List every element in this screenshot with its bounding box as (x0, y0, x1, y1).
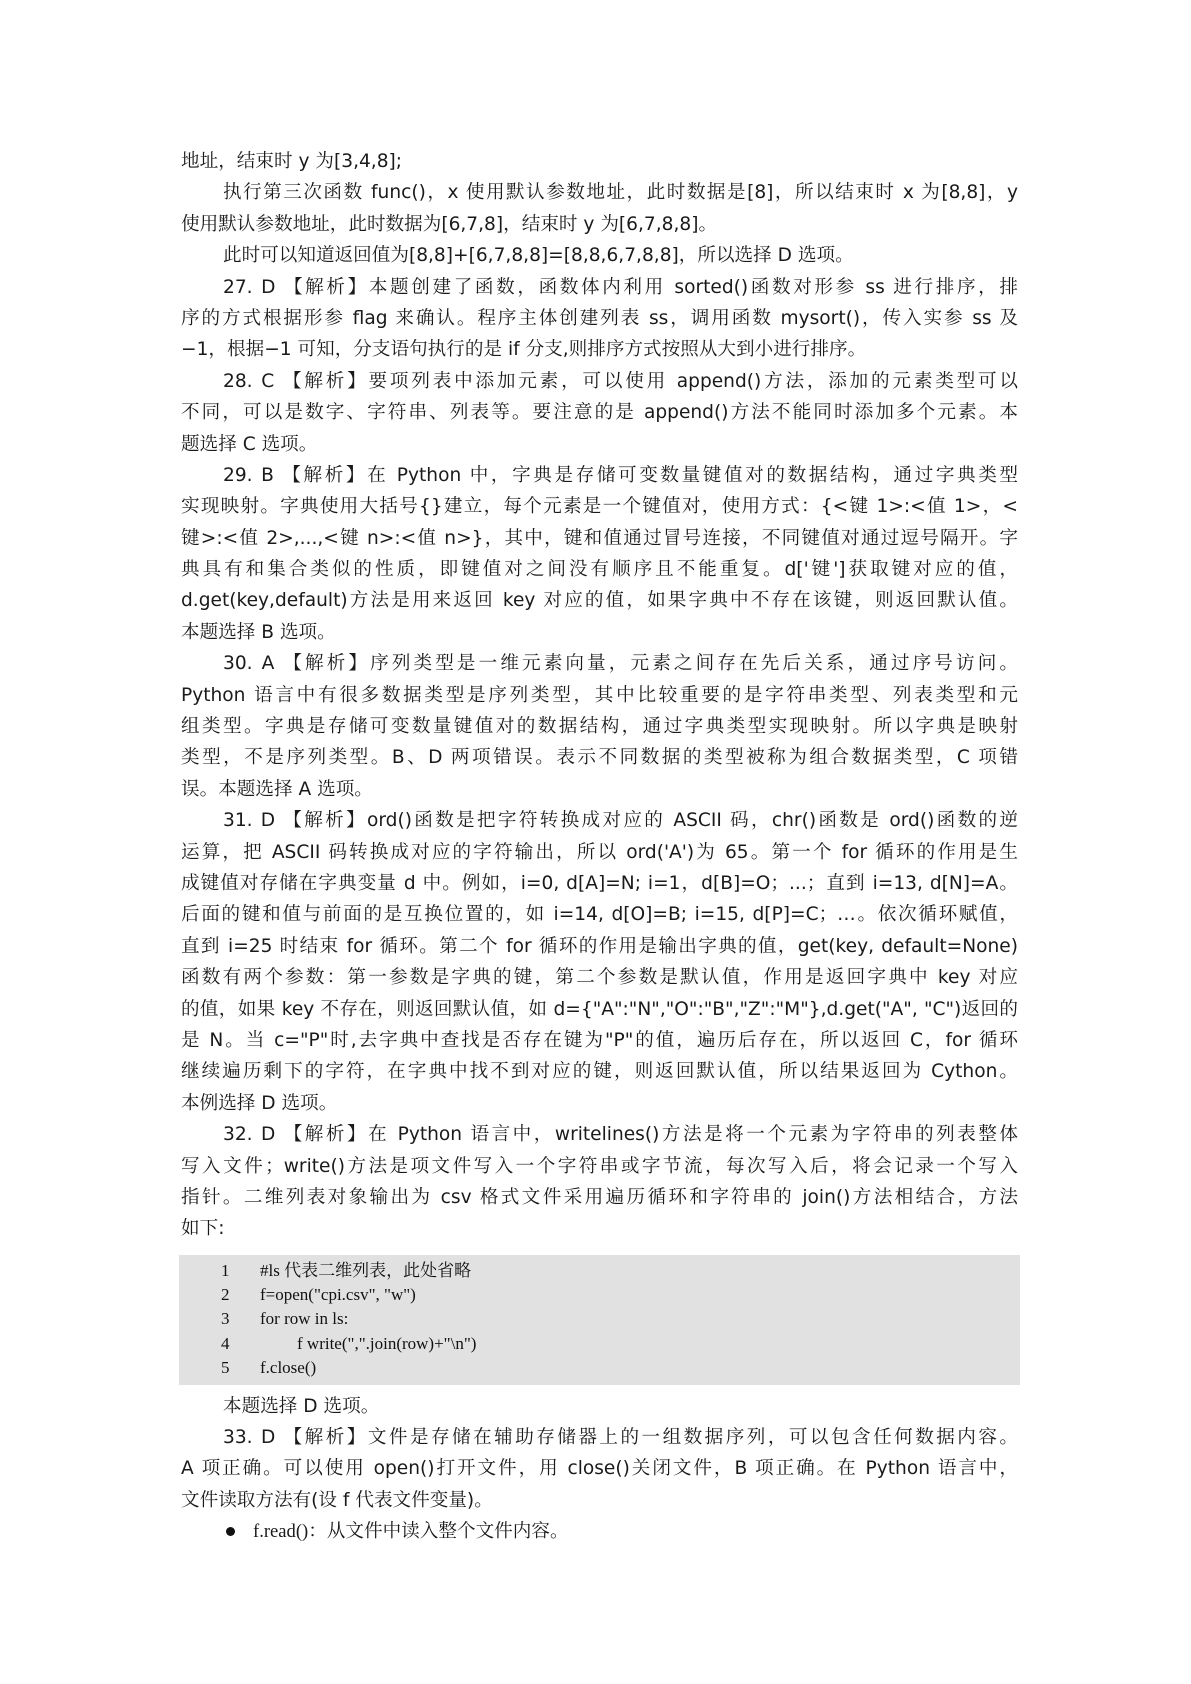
text-line: 27. D 【解析】本题创建了函数，函数体内利用 sorted()函数对形参 ss 进行排序，排 (223, 276, 1018, 298)
text-line: 函数有两个参数：第一参数是字典的键，第二个参数是默认值，作用是返回字典中 key 对应 (181, 967, 1018, 989)
answer-explanations-bottom (181, 1391, 1018, 1517)
text-line: A 项正确。可以使用 open()打开文件，用 close()关闭文件，B 项正确。在 Python 语言中， (181, 1458, 1018, 1480)
text-line: 键>:<值 2>,...,<键 n>:<值 n>}，其中，键和值通过冒号连接，不同键值对通过逗号隔开。字 (181, 527, 1018, 549)
text-line: 此时可以知道返回值为[8,8]+[6,7,8,8]=[8,8,6,7,8,8]，所以选择 D 选项。 (223, 245, 854, 267)
answer-explanations-top (181, 146, 1018, 1245)
text-line: 运算，把 ASCII 码转换成对应的字符输出，所以 ord('A')为 65。第一个 for 循环的作用是生 (181, 841, 1018, 863)
text-line: 使用默认参数地址，此时数据为[6,7,8]，结束时 y 为[6,7,8,8]。 (181, 213, 718, 235)
code-line-text: for row in ls: (260, 1309, 349, 1329)
text-line: 本例选择 D 选项。 (181, 1092, 338, 1114)
code-line-number: 5 (221, 1358, 230, 1378)
text-line: 29. B 【解析】在 Python 中，字典是存储可变数量键值对的数据结构，通过字典类型 (223, 464, 1018, 486)
text-line: 序的方式根据形参 flag 来确认。程序主体创建列表 ss，调用函数 mysort()，传入实参 ss 及 (181, 307, 1018, 329)
text-line: 本题选择 B 选项。 (181, 621, 336, 643)
code-line-text: f=open("cpi.csv", "w") (260, 1285, 416, 1305)
code-line-number: 2 (221, 1285, 230, 1305)
text-line: 实现映射。字典使用大括号{}建立，每个元素是一个键值对，使用方式：{<键 1>:<值 1>，< (181, 496, 1018, 518)
text-line: −1，根据−1 可知，分支语句执行的是 if 分支,则排序方式按照从大到小进行排序。 (181, 339, 867, 361)
text-line: 28. C 【解析】要项列表中添加元素，可以使用 append()方法，添加的元素类型可以 (223, 370, 1018, 392)
text-line: 33. D 【解析】文件是存储在辅助存储器上的一组数据序列，可以包含任何数据内容。 (223, 1427, 1018, 1449)
text-line: d.get(key,default)方法是用来返回 key 对应的值，如果字典中不存在该键，则返回默认值。 (181, 590, 1018, 612)
text-line: 不同，可以是数字、字符串、列表等。要注意的是 append()方法不能同时添加多个元素。本 (181, 402, 1018, 424)
text-line: 直到 i=25 时结束 for 循环。第二个 for 循环的作用是输出字典的值，get(key, default=None) (181, 935, 1018, 957)
text-line: 继续遍历剩下的字符，在字典中找不到对应的键，则返回默认值，所以结果返回为 Cython。 (181, 1061, 1018, 1083)
text-line: 典具有和集合类似的性质，即键值对之间没有顺序且不能重复。d['键']获取键对应的值， (181, 559, 1018, 581)
text-line: 组类型。字典是存储可变数量键值对的数据结构，通过字典类型实现映射。所以字典是映射 (181, 716, 1018, 738)
code-block (179, 1255, 1020, 1385)
text-line: 32. D 【解析】在 Python 语言中，writelines()方法是将一个元素为字符串的列表整体 (223, 1124, 1018, 1146)
document-body (181, 146, 1018, 1548)
text-line: 30. A 【解析】序列类型是一维元素向量，元素之间存在先后关系，通过序号访问。 (223, 653, 1018, 675)
code-line-number: 4 (221, 1333, 230, 1353)
text-line: 31. D 【解析】ord()函数是把字符转换成对应的 ASCII 码，chr()函数是 ord()函数的逆 (223, 810, 1018, 832)
text-line: 成键值对存储在字典变量 d 中。例如，i=0, d[A]=N; i=1，d[B]=O；...；直到 i=13, d[N]=A。 (181, 872, 1018, 894)
code-line-number: 1 (221, 1260, 230, 1280)
bullet-dot-icon (226, 1527, 235, 1536)
text-line: 执行第三次函数 func()，x 使用默认参数地址，此时数据是[8]，所以结束时 x 为[8,8]，y (223, 182, 1018, 204)
code-line (179, 1307, 1020, 1331)
text-line: 如下: (181, 1218, 225, 1240)
text-line: 本题选择 D 选项。 (223, 1395, 380, 1417)
text-line: 后面的键和值与前面的是互换位置的，如 i=14, d[O]=B; i=15, d[P]=C；…。依次循环赋值， (181, 904, 1018, 926)
code-line-text: f.close() (260, 1358, 317, 1378)
text-line: 指针。二维列表对象输出为 csv 格式文件采用遍历循环和字符串的 join()方法相结合，方法 (181, 1186, 1018, 1208)
code-line (179, 1259, 1020, 1283)
code-line (179, 1283, 1020, 1307)
text-line: 误。本题选择 A 选项。 (181, 778, 373, 800)
code-line-number: 3 (221, 1309, 230, 1329)
text-line: Python 语言中有很多数据类型是序列类型，其中比较重要的是字符串类型、列表类型和元 (181, 684, 1018, 706)
text-line: 的值，如果 key 不存在，则返回默认值，如 d={"A":"N","O":"B","Z":"M"},d.get("A", "C")返回的 (181, 998, 1018, 1020)
bullet-item (181, 1516, 1018, 1547)
bullet-list (181, 1516, 1018, 1547)
text-line: 类型，不是序列类型。B、D 两项错误。表示不同数据的类型被称为组合数据类型，C 项错 (181, 747, 1018, 769)
text-line: 写入文件；write()方法是项文件写入一个字符串或字节流，每次写入后，将会记录一个写入 (181, 1155, 1018, 1177)
text-line: 文件读取方法有(设 f 代表文件变量)。 (181, 1489, 493, 1511)
code-line-text: f write(",".join(row)+"\n") (297, 1333, 477, 1353)
text-line: 地址，结束时 y 为[3,4,8]; (181, 151, 403, 172)
code-line-text: #ls 代表二维列表，此处省略 (260, 1260, 472, 1280)
text-line: 是 N。当 c="P"时,去字典中查找是否存在键为"P"的值，遍历后存在，所以返回 C，for 循环 (181, 1029, 1018, 1051)
text-line: 题选择 C 选项。 (181, 433, 318, 455)
code-line (179, 1356, 1020, 1380)
code-line (179, 1332, 1020, 1356)
bullet-text: f.read()：从文件中读入整个文件内容。 (253, 1521, 569, 1543)
